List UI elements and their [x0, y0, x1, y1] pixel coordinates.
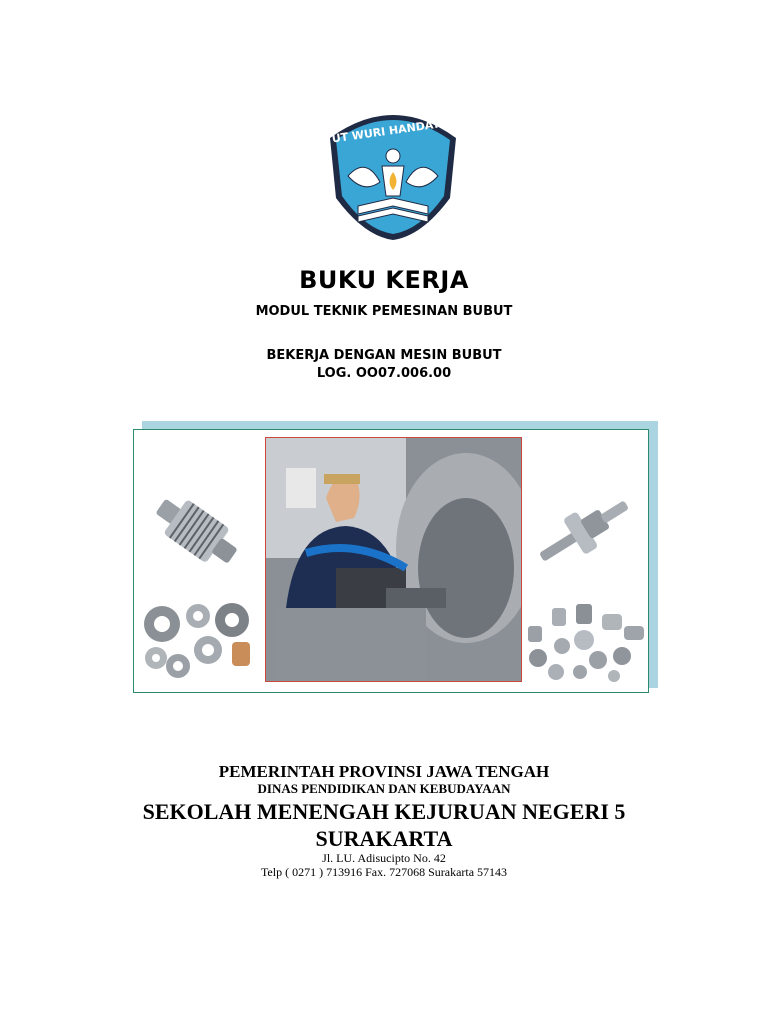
ring-parts-image: [140, 598, 260, 686]
unit-heading: [0, 347, 768, 383]
government-name: PEMERINTAH PROVINSI JAWA TENGAH: [218, 762, 550, 781]
svg-text:TUT WURI HANDAYANI: TUT WURI HANDAYANI: [323, 114, 462, 147]
module-subtitle: MODUL TEKNIK PEMESINAN BUBUT: [255, 304, 513, 319]
department-name: DINAS PENDIDIKAN DAN KEBUDAYAAN: [257, 781, 511, 796]
school-name: [0, 798, 768, 852]
school-address-block: [0, 851, 768, 879]
tut-wuri-handayani-logo: [318, 98, 468, 242]
lathe-operator-photo: [265, 437, 522, 682]
street-address: Jl. LU. Adisucipto No. 42: [322, 851, 446, 865]
contact-info: Telp ( 0271 ) 713916 Fax. 727068 Surakarta 57143: [260, 865, 508, 879]
flanged-shaft-image: [532, 488, 636, 578]
small-parts-image: [522, 600, 648, 690]
document-title: BUKU KERJA: [299, 266, 469, 294]
unit-code: LOG. OO07.006.00: [316, 366, 452, 381]
finned-shaft-image: [148, 486, 244, 582]
unit-name: BEKERJA DENGAN MESIN BUBUT: [266, 348, 502, 363]
school-name-line2: SURAKARTA: [315, 826, 453, 851]
school-name-line1: SEKOLAH MENENGAH KEJURUAN NEGERI 5: [142, 799, 626, 824]
